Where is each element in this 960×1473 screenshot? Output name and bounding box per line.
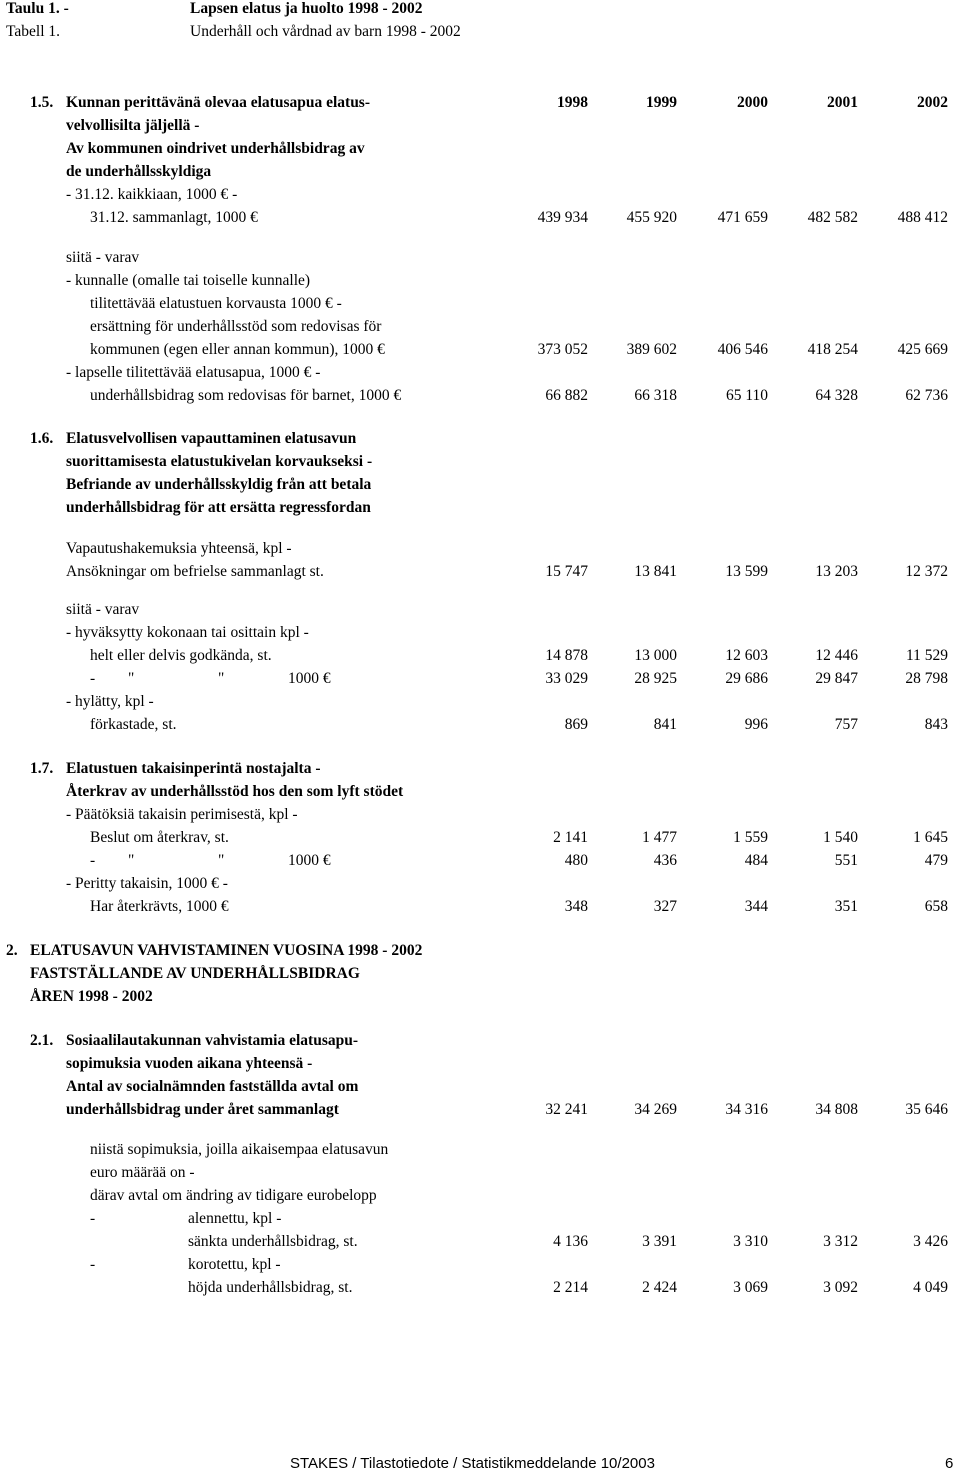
section-title-line: Antal av socialnämnden fastställda avtal om bbox=[66, 1078, 359, 1095]
section-title-line: Kunnan perittävänä olevaa elatusapua elatus- bbox=[66, 94, 371, 111]
of-which-label: siitä - varav bbox=[66, 249, 140, 266]
table-cell: 13 841 bbox=[634, 563, 677, 580]
section-title-line: Befriande av underhållsskyldig från att betala bbox=[66, 476, 372, 493]
row-label: korotettu, kpl - bbox=[188, 1256, 281, 1273]
table-cell: 3 426 bbox=[913, 1233, 948, 1250]
row-label-unit: 1000 € bbox=[288, 852, 331, 869]
table-cell: 373 052 bbox=[537, 341, 588, 358]
row-label: sänkta underhållsbidrag, st. bbox=[188, 1233, 358, 1250]
table-number-sv: Tabell 1. bbox=[6, 23, 61, 40]
section-title-line: suorittamisesta elatustukivelan korvaukseksi - bbox=[66, 453, 373, 470]
table-cell: 29 686 bbox=[725, 670, 768, 687]
ditto-mark: " bbox=[128, 670, 135, 687]
row-label: höjda underhållsbidrag, st. bbox=[188, 1279, 353, 1296]
table-cell: 12 603 bbox=[725, 647, 768, 664]
table-cell: 66 318 bbox=[634, 387, 677, 404]
row-label: - hyväksytty kokonaan tai osittain kpl - bbox=[66, 624, 309, 641]
table-cell: 551 bbox=[834, 852, 858, 869]
table-cell: 869 bbox=[564, 716, 588, 733]
row-label: kommunen (egen eller annan kommun), 1000 € bbox=[90, 341, 385, 358]
row-label: förkastade, st. bbox=[90, 716, 177, 733]
ditto-mark: " bbox=[218, 670, 225, 687]
table-cell: 29 847 bbox=[815, 670, 858, 687]
table-cell: 34 316 bbox=[725, 1101, 768, 1118]
table-cell: 15 747 bbox=[545, 563, 588, 580]
section-title-line: Av kommunen oindrivet underhållsbidrag av bbox=[66, 140, 365, 157]
table-cell: 65 110 bbox=[725, 387, 768, 404]
row-label: ersättning för underhållsstöd som redovisas för bbox=[90, 318, 382, 335]
section-title-line: Återkrav av underhållsstöd hos den som lyft stödet bbox=[66, 783, 404, 800]
table-cell: 35 646 bbox=[905, 1101, 948, 1118]
section-title-line: FASTSTÄLLANDE AV UNDERHÅLLSBIDRAG bbox=[30, 965, 360, 982]
table-cell: 34 808 bbox=[815, 1101, 858, 1118]
table-cell: 843 bbox=[924, 716, 948, 733]
table-cell: 13 000 bbox=[634, 647, 677, 664]
table-cell: 62 736 bbox=[905, 387, 948, 404]
row-label: därav avtal om ändring av tidigare eurobelopp bbox=[90, 1187, 377, 1204]
table-cell: 1 477 bbox=[642, 829, 677, 846]
table-cell: 344 bbox=[744, 898, 768, 915]
table-cell: 32 241 bbox=[545, 1101, 588, 1118]
table-cell: 2 424 bbox=[642, 1279, 677, 1296]
table-cell: 28 925 bbox=[634, 670, 677, 687]
table-cell: 327 bbox=[653, 898, 677, 915]
table-cell: 64 328 bbox=[815, 387, 858, 404]
table-cell: 425 669 bbox=[897, 341, 948, 358]
section-title-line: Elatustuen takaisinperintä nostajalta - bbox=[66, 760, 321, 777]
section-number: 1.6. bbox=[30, 430, 54, 447]
row-label: - Peritty takaisin, 1000 € - bbox=[66, 875, 228, 892]
of-which-label: siitä - varav bbox=[66, 601, 140, 618]
row-label: helt eller delvis godkända, st. bbox=[90, 647, 272, 664]
row-label: 31.12. sammanlagt, 1000 € bbox=[90, 209, 258, 226]
table-cell: 13 599 bbox=[725, 563, 768, 580]
table-cell: 455 920 bbox=[626, 209, 677, 226]
table-cell: 1 559 bbox=[733, 829, 768, 846]
year-header: 2000 bbox=[737, 94, 768, 111]
section-title-line: ELATUSAVUN VAHVISTAMINEN VUOSINA 1998 - 2002 bbox=[30, 942, 423, 959]
year-header: 2002 bbox=[917, 94, 948, 111]
table-cell: 13 203 bbox=[815, 563, 858, 580]
row-label: tilitettävää elatustuen korvausta 1000 € - bbox=[90, 295, 342, 312]
table-cell: 406 546 bbox=[717, 341, 768, 358]
row-label: euro määrää on - bbox=[90, 1164, 195, 1181]
row-label: Ansökningar om befrielse sammanlagt st. bbox=[66, 563, 324, 580]
table-cell: 471 659 bbox=[717, 209, 768, 226]
table-cell: 2 214 bbox=[553, 1279, 588, 1296]
table-cell: 12 446 bbox=[815, 647, 858, 664]
table-cell: 996 bbox=[744, 716, 768, 733]
row-label: - Päätöksiä takaisin perimisestä, kpl - bbox=[66, 806, 298, 823]
table-cell: 482 582 bbox=[807, 209, 858, 226]
section-title-line: velvollisilta jäljellä - bbox=[66, 117, 200, 134]
row-label: niistä sopimuksia, joilla aikaisempaa elatusavun bbox=[90, 1141, 389, 1158]
section-title-line: underhållsbidrag för att ersätta regressfordan bbox=[66, 499, 371, 516]
table-cell: 439 934 bbox=[537, 209, 588, 226]
row-label: - lapselle tilitettävää elatusapua, 1000 € - bbox=[66, 364, 321, 381]
table-cell: 12 372 bbox=[905, 563, 948, 580]
row-label-dash: - bbox=[90, 1256, 96, 1273]
table-cell: 3 069 bbox=[733, 1279, 768, 1296]
section-title-line: de underhållsskyldiga bbox=[66, 163, 212, 180]
table-number-fi: Taulu 1. - bbox=[6, 0, 69, 17]
table-cell: 484 bbox=[744, 852, 768, 869]
table-cell: 488 412 bbox=[897, 209, 948, 226]
section-number: 1.7. bbox=[30, 760, 54, 777]
row-label: Vapautushakemuksia yhteensä, kpl - bbox=[66, 540, 292, 557]
table-cell: 3 391 bbox=[642, 1233, 677, 1250]
section-title-line: ÅREN 1998 - 2002 bbox=[30, 988, 153, 1005]
table-cell: 1 645 bbox=[913, 829, 948, 846]
row-label: Beslut om återkrav, st. bbox=[90, 829, 229, 846]
table-cell: 480 bbox=[564, 852, 588, 869]
section-title-line: Sosiaalilautakunnan vahvistamia elatusapu- bbox=[66, 1032, 359, 1049]
table-cell: 351 bbox=[834, 898, 858, 915]
row-label-unit: 1000 € bbox=[288, 670, 331, 687]
table-cell: 2 141 bbox=[553, 829, 588, 846]
section-title-line: Elatusvelvollisen vapauttaminen elatusavun bbox=[66, 430, 357, 447]
row-label: underhållsbidrag som redovisas för barnet, 1000 € bbox=[90, 387, 402, 404]
row-label-dash: - bbox=[90, 852, 96, 869]
table-cell: 3 310 bbox=[733, 1233, 768, 1250]
ditto-mark: " bbox=[128, 852, 135, 869]
row-label: - kunnalle (omalle tai toiselle kunnalle) bbox=[66, 272, 311, 289]
table-cell: 66 882 bbox=[545, 387, 588, 404]
table-cell: 14 878 bbox=[545, 647, 588, 664]
year-header: 1998 bbox=[557, 94, 588, 111]
row-label: alennettu, kpl - bbox=[188, 1210, 282, 1227]
table-cell: 3 312 bbox=[823, 1233, 858, 1250]
year-header: 1999 bbox=[646, 94, 677, 111]
table-title-sv: Underhåll och vårdnad av barn 1998 - 2002 bbox=[190, 23, 461, 40]
row-label: - 31.12. kaikkiaan, 1000 € - bbox=[66, 186, 238, 203]
table-cell: 34 269 bbox=[634, 1101, 677, 1118]
row-label: - hylätty, kpl - bbox=[66, 693, 154, 710]
table-cell: 479 bbox=[924, 852, 948, 869]
row-label-dash: - bbox=[90, 670, 96, 687]
table-cell: 757 bbox=[834, 716, 858, 733]
table-cell: 658 bbox=[924, 898, 948, 915]
section-number: 1.5. bbox=[30, 94, 54, 111]
table-cell: 348 bbox=[564, 898, 588, 915]
table-cell: 1 540 bbox=[823, 829, 858, 846]
table-cell: 11 529 bbox=[905, 647, 948, 664]
section-title-line: sopimuksia vuoden aikana yhteensä - bbox=[66, 1055, 313, 1072]
table-cell: 436 bbox=[653, 852, 677, 869]
table-cell: 4 136 bbox=[553, 1233, 588, 1250]
table-cell: 33 029 bbox=[545, 670, 588, 687]
page-number: 6 bbox=[945, 1455, 954, 1472]
page-footer: STAKES / Tilastotiedote / Statistikmeddelande 10/2003 bbox=[290, 1455, 655, 1472]
year-header: 2001 bbox=[827, 94, 858, 111]
ditto-mark: " bbox=[218, 852, 225, 869]
table-cell: 4 049 bbox=[913, 1279, 948, 1296]
table-cell: 841 bbox=[653, 716, 677, 733]
table-cell: 28 798 bbox=[905, 670, 948, 687]
section-number: 2. bbox=[6, 942, 18, 959]
table-title-fi: Lapsen elatus ja huolto 1998 - 2002 bbox=[190, 0, 423, 17]
table-cell: 3 092 bbox=[823, 1279, 858, 1296]
table-cell: 389 602 bbox=[626, 341, 677, 358]
section-number: 2.1. bbox=[30, 1032, 54, 1049]
table-cell: 418 254 bbox=[807, 341, 858, 358]
section-title-line: underhållsbidrag under året sammanlagt bbox=[66, 1101, 339, 1118]
row-label: Har återkrävts, 1000 € bbox=[90, 898, 229, 915]
row-label-dash: - bbox=[90, 1210, 96, 1227]
